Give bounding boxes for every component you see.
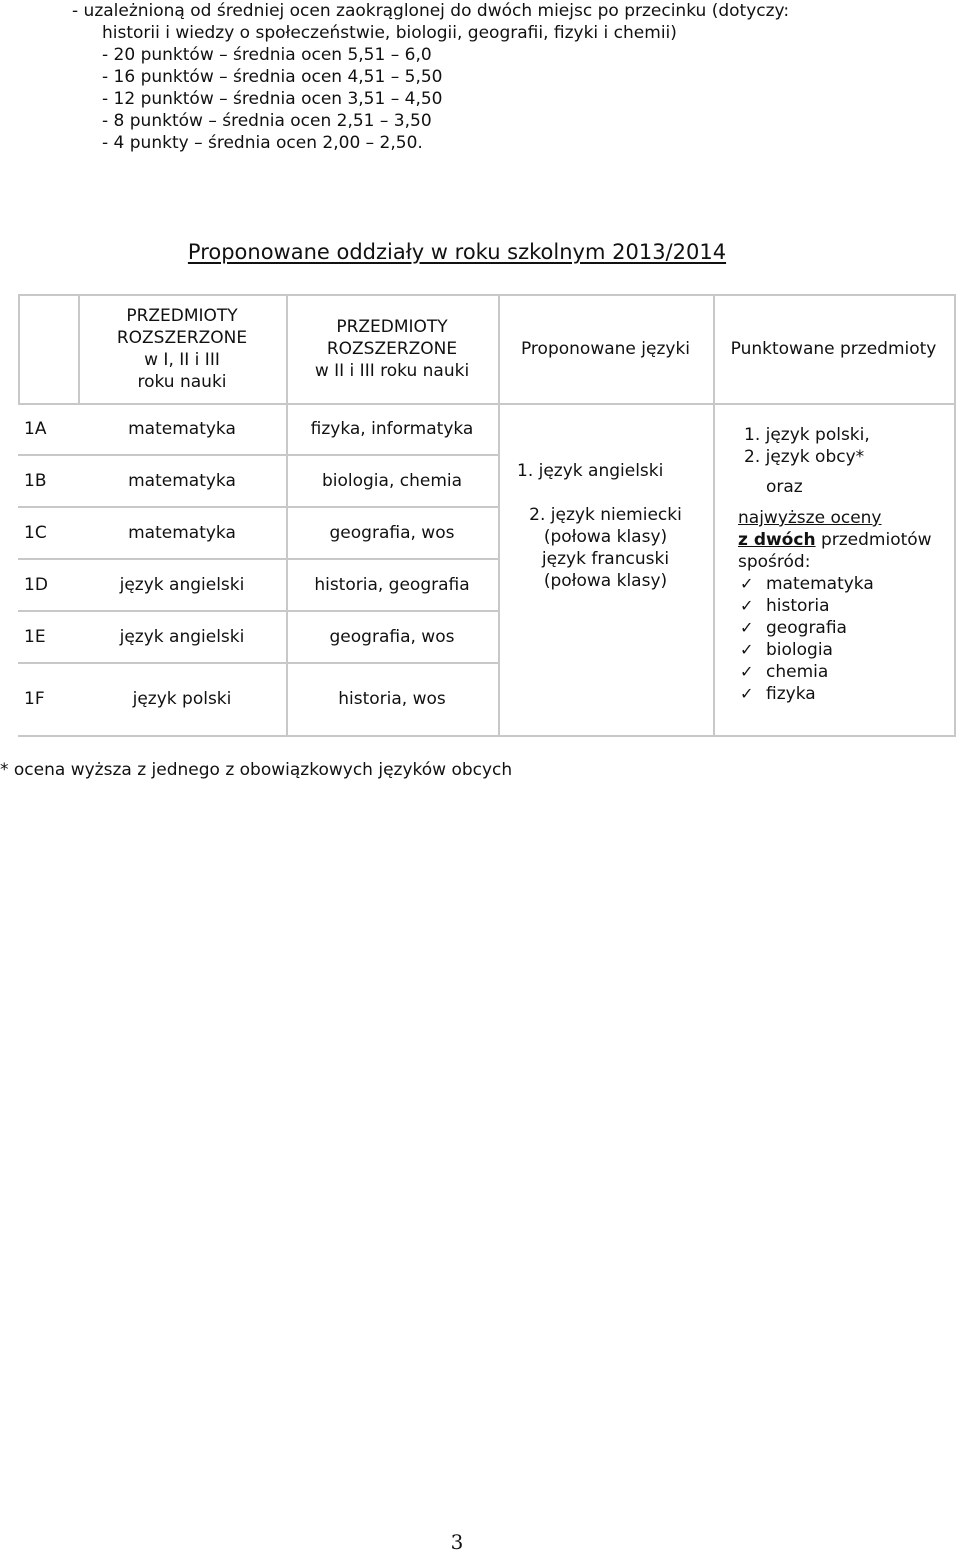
extended-subject-2: fizyka, informatyka (310, 419, 474, 439)
extended-subject-1: język polski (132, 689, 232, 709)
table-border (18, 610, 498, 612)
scored-subject-label: fizyka (766, 684, 816, 704)
language-first: 1. język angielski (517, 461, 664, 481)
scored-from-two-rest: przedmiotów (815, 530, 932, 550)
scored-subject-item (740, 683, 816, 705)
language-line: 2. język niemiecki (529, 505, 682, 525)
header-languages: Proponowane języki (520, 339, 691, 359)
header-extended-subjects-1 (80, 305, 284, 393)
header-extended-subjects-2 (288, 316, 496, 382)
intro-line: - 8 punktów – średnia ocen 2,51 – 3,50 (102, 111, 432, 131)
scored-subject-item (740, 617, 847, 639)
scored-subject-label: biologia (766, 640, 833, 660)
extended-subject-2: geografia, wos (329, 523, 455, 543)
extended-subject-2: biologia, chemia (321, 471, 463, 491)
class-label: 1C (24, 523, 47, 543)
intro-line: - 20 punktów – średnia ocen 5,51 – 6,0 (102, 45, 432, 65)
check-icon: ✓ (740, 662, 754, 681)
scored-subject-label: geografia (766, 618, 847, 638)
table-border (18, 454, 498, 456)
table-border (18, 294, 956, 296)
header-text: PRZEDMIOTY (126, 306, 238, 326)
scored-subject-label: chemia (766, 662, 829, 682)
header-scored-subjects: Punktowane przedmioty (730, 339, 937, 359)
intro-line: historii i wiedzy o społeczeństwie, biologii, geografii, fizyki i chemii) (102, 23, 677, 43)
footnote: * ocena wyższa z jednego z obowiązkowych języków obcych (0, 760, 513, 780)
scored-from-two (738, 529, 932, 551)
scored-line-1: 1. język polski, (744, 425, 870, 445)
header-text: ROZSZERZONE (116, 328, 248, 348)
scored-line-2: 2. język obcy* (744, 447, 865, 467)
extended-subject-2: geografia, wos (329, 627, 455, 647)
check-icon: ✓ (740, 596, 754, 615)
class-label: 1E (24, 627, 46, 647)
language-line: (połowa klasy) (543, 527, 668, 547)
scored-subject-item (740, 573, 874, 595)
class-label: 1F (24, 689, 45, 709)
table-border (18, 403, 956, 405)
scored-subject-label: matematyka (766, 574, 874, 594)
language-line: język francuski (541, 549, 670, 569)
table-border (18, 662, 498, 664)
scored-subject-item (740, 661, 828, 683)
scored-from-two-bold: z dwóch (738, 530, 816, 550)
class-label: 1B (24, 471, 47, 491)
header-text: w I, II i III (144, 350, 220, 370)
scored-among: spośród: (738, 552, 811, 572)
intro-line: - 16 punktów – średnia ocen 4,51 – 5,50 (102, 67, 443, 87)
scored-subject-item (740, 639, 833, 661)
extended-subject-1: matematyka (128, 419, 236, 439)
extended-subject-1: język angielski (119, 575, 245, 595)
header-text: w II i III roku nauki (314, 361, 470, 381)
check-icon: ✓ (740, 574, 754, 593)
page-number: 3 (450, 1530, 464, 1554)
extended-subject-1: język angielski (119, 627, 245, 647)
check-icon: ✓ (740, 640, 754, 659)
intro-line: - 4 punkty – średnia ocen 2,00 – 2,50. (102, 133, 423, 153)
check-icon: ✓ (740, 618, 754, 637)
page-title: Proponowane oddziały w roku szkolnym 2013/2014 (187, 240, 727, 264)
language-second (500, 504, 711, 592)
table-border (954, 294, 956, 735)
header-text: PRZEDMIOTY (336, 317, 448, 337)
intro-line: - 12 punktów – średnia ocen 3,51 – 4,50 (102, 89, 443, 109)
table-border (18, 294, 20, 404)
extended-subject-1: matematyka (128, 471, 236, 491)
table-border (18, 558, 498, 560)
header-text: ROZSZERZONE (326, 339, 458, 359)
table-border (18, 506, 498, 508)
class-label: 1A (24, 419, 47, 439)
check-icon: ✓ (740, 684, 754, 703)
scored-highest: najwyższe oceny (738, 508, 882, 528)
scored-subject-item (740, 595, 830, 617)
scored-subject-label: historia (766, 596, 830, 616)
intro-line: - uzależnioną od średniej ocen zaokrąglonej do dwóch miejsc po przecinku (dotyczy: (72, 1, 790, 21)
class-label: 1D (24, 575, 48, 595)
table-border (18, 735, 956, 737)
extended-subject-2: historia, wos (338, 689, 446, 709)
header-text: roku nauki (137, 372, 227, 392)
scored-oraz: oraz (766, 477, 803, 497)
extended-subject-2: historia, geografia (314, 575, 470, 595)
table-border (713, 294, 715, 735)
language-line: (połowa klasy) (543, 571, 668, 591)
extended-subject-1: matematyka (128, 523, 236, 543)
